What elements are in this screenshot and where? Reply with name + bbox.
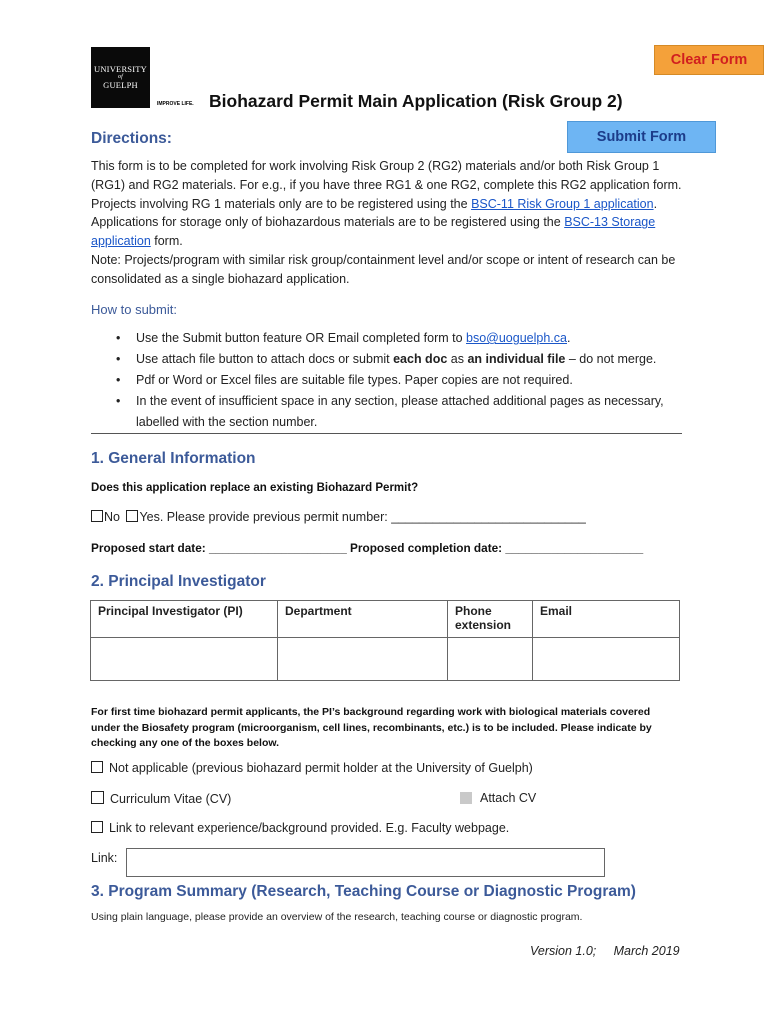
bullet2-bold2: an individual file xyxy=(467,352,566,366)
bsc13-link[interactable]: BSC-13 Storage application xyxy=(91,215,656,249)
logo-line2: GUELPH xyxy=(103,80,138,90)
directions-note: Note: Projects/program with similar risk group/containment level and/or scope or intent of research can be consolidated as a single biohazard application. xyxy=(91,252,676,286)
directions-p2-pre: Projects involving RG 1 materials only are to be registered using the xyxy=(91,196,472,211)
email-cell[interactable] xyxy=(533,638,680,681)
department-cell[interactable] xyxy=(278,638,448,681)
list-item xyxy=(110,349,690,370)
page-title: Biohazard Permit Main Application (Risk Group 2) xyxy=(209,91,623,111)
pi-table xyxy=(90,600,680,681)
cv-checkbox[interactable] xyxy=(91,791,104,804)
pi-name-cell[interactable] xyxy=(91,638,278,681)
directions-heading: Directions: xyxy=(91,130,172,147)
col-pi: Principal Investigator (PI) xyxy=(91,601,278,638)
submit-form-button[interactable]: Submit Form xyxy=(567,121,716,153)
section-divider xyxy=(91,433,682,434)
col-email: Email xyxy=(533,601,680,638)
directions-p1: This form is to be completed for work involving Risk Group 2 (RG2) materials and/or both Risk Group 1 (RG1) and RG2 materials. For e.g., if you have three RG1 & one RG2, complete this RG2 application form. xyxy=(91,159,682,192)
link-checkbox[interactable] xyxy=(91,821,103,833)
directions-body xyxy=(91,157,683,289)
cv-label: Curriculum Vitae (CV) xyxy=(110,792,232,806)
option-not-applicable xyxy=(91,761,533,775)
yes-label: Yes. Please provide previous permit number: ____________________________ xyxy=(139,510,586,524)
proposed-dates: Proposed start date: _____________________ Proposed completion date: _____________________ xyxy=(91,541,644,555)
bullet4-text: In the event of insufficient space in any section, please attached additional pages as necessary, labelled with the section number. xyxy=(136,394,664,429)
list-item xyxy=(110,391,690,433)
section3-heading: 3. Program Summary (Research, Teaching Course or Diagnostic Program) xyxy=(91,883,636,900)
section1-heading: 1. General Information xyxy=(91,450,256,467)
bso-email-link[interactable]: bso@uoguelph.ca xyxy=(466,331,567,345)
attach-cv-icon[interactable] xyxy=(460,792,472,804)
directions-p3-pre: Applications for storage only of biohazardous materials are to be registered using the xyxy=(91,215,565,230)
bullet1-text: Use the Submit button feature OR Email completed form to xyxy=(136,331,467,345)
bullet3-text: Pdf or Word or Excel files are suitable file types. Paper copies are not required. xyxy=(136,373,573,387)
replace-permit-question: Does this application replace an existing Biohazard Permit? xyxy=(91,482,419,494)
list-item xyxy=(110,328,690,349)
col-department: Department xyxy=(278,601,448,638)
attach-cv-control[interactable] xyxy=(460,791,536,805)
clear-form-button[interactable]: Clear Form xyxy=(654,45,764,75)
link-input[interactable] xyxy=(126,848,605,877)
bullet2-bold1: each doc xyxy=(393,352,448,366)
university-logo xyxy=(91,47,150,108)
phone-cell[interactable] xyxy=(448,638,533,681)
replace-permit-options xyxy=(91,510,586,524)
option-link xyxy=(91,821,509,835)
yes-checkbox[interactable] xyxy=(126,510,138,522)
link-label: Link: xyxy=(91,851,118,865)
bullet1-end: . xyxy=(566,331,571,345)
table-row xyxy=(91,638,680,681)
bullet2-mid: as xyxy=(447,352,468,366)
not-applicable-checkbox[interactable] xyxy=(91,761,103,773)
pi-background-note: For first time biohazard permit applicants, the PI’s background regarding work with biological materials covered under the Biosafety program (microorganism, cell lines, recombinants, etc.) is to be included. Please indicate by checking any one of the boxes below. xyxy=(91,706,652,749)
no-label: No xyxy=(104,510,120,524)
version-footer: Version 1.0; March 2019 xyxy=(530,944,680,958)
submit-instructions-list xyxy=(110,328,690,433)
no-checkbox[interactable] xyxy=(91,510,103,522)
option-cv xyxy=(91,791,231,806)
section3-instruction: Using plain language, please provide an overview of the research, teaching course or diagnostic program. xyxy=(91,911,583,923)
attach-cv-label: Attach CV xyxy=(480,791,537,805)
how-to-submit-heading: How to submit: xyxy=(91,302,177,317)
directions-p3-post: form. xyxy=(150,234,183,249)
bsc11-link[interactable]: BSC-11 Risk Group 1 application xyxy=(471,196,654,211)
not-applicable-label: Not applicable (previous biohazard permit holder at the University of Guelph) xyxy=(109,761,533,775)
col-phone: Phone extension xyxy=(448,601,533,638)
list-item xyxy=(110,370,690,391)
logo-tagline: IMPROVE LIFE. xyxy=(157,101,194,107)
link-option-label: Link to relevant experience/background provided. E.g. Faculty webpage. xyxy=(109,821,510,835)
table-header-row xyxy=(91,601,680,638)
bullet2-end: – do not merge. xyxy=(565,352,657,366)
section2-heading: 2. Principal Investigator xyxy=(91,573,266,590)
directions-p2-post: . xyxy=(653,196,658,211)
bullet2-text: Use attach file button to attach docs or submit xyxy=(136,352,394,366)
logo-line2-prefix: of xyxy=(117,74,124,80)
logo-line1: UNIVERSITY xyxy=(94,64,147,74)
